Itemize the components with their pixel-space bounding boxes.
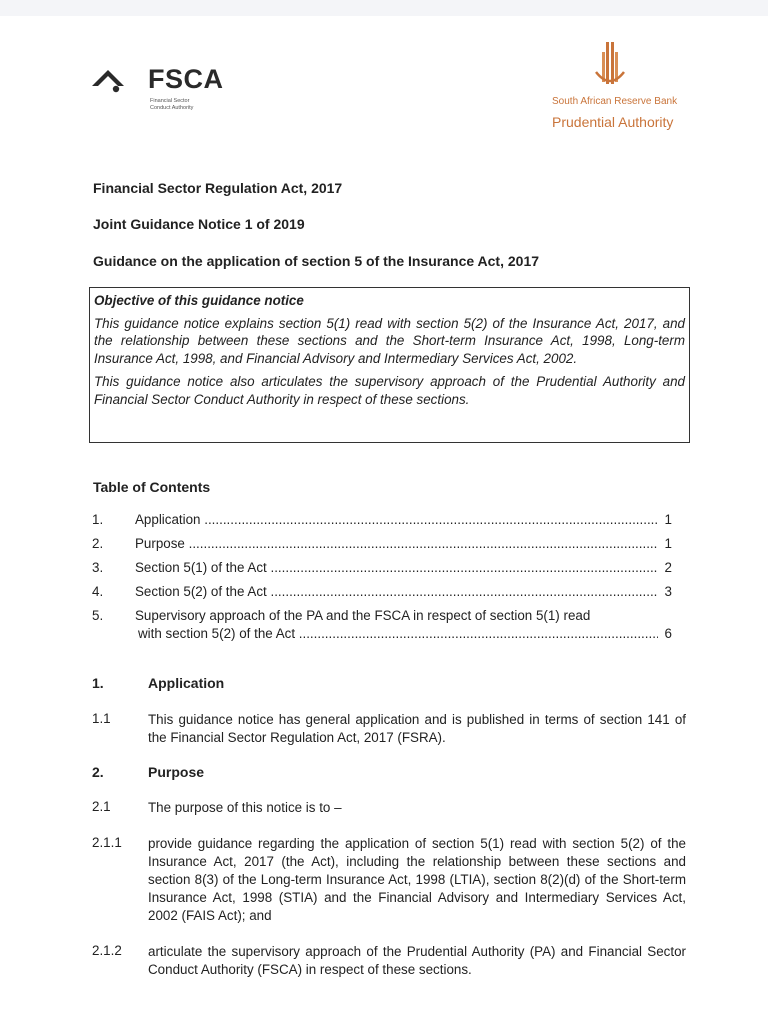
toc-item[interactable]: 4. Section 5(2) of the Act ..... 3 [92, 580, 672, 604]
section-1-title: Application [148, 675, 225, 691]
toc-page-number: 1 [663, 508, 672, 532]
prudential-authority-name: Prudential Authority [552, 114, 674, 130]
objective-paragraph-2: This guidance notice also articulates the supervisory approach of the Prudential Authority and Financial Sector Conduct Authority in respect of these sections. [94, 374, 685, 407]
section-1-number: 1. [92, 675, 104, 691]
toc-page-number: 2 [663, 556, 672, 580]
reserve-bank-name: South African Reserve Bank [552, 96, 678, 107]
toc-item[interactable]: 2. Purpose ..... 1 [92, 532, 672, 556]
toc-item[interactable]: 5. Supervisory approach of the PA and the FSCA in respect of section 5(1) read with section 5(2) of the Act ..... 6 [92, 604, 672, 646]
reserve-bank-emblem-icon [592, 38, 628, 96]
objective-title: Objective of this guidance notice [94, 293, 304, 308]
section-2-title: Purpose [148, 764, 205, 780]
paragraph-2-1-1-text: provide guidance regarding the application of section 5(1) read with section 5(2) of the Insurance Act, 2017 (the Act), including the relationship between these sections and section 8(3) of the Long-term Insurance Act, 1998 (LTIA), section 8(2)(d) of the Short-term Insurance Act, 1998 (STIA) and the Financial Advisory and Intermediary Services Act, 2002 (FAIS Act); and [148, 836, 686, 923]
paragraph-2-1-1-number: 2.1.1 [92, 835, 122, 850]
paragraph-2-1-2-text: articulate the supervisory approach of the Prudential Authority (PA) and Financial Sector Conduct Authority (FSCA) in respect of these sections. [148, 944, 686, 977]
fsca-subtitle: Financial Sector Conduct Authority [150, 98, 194, 111]
toc-page-number: 3 [663, 580, 672, 604]
objective-paragraph-1: This guidance notice explains section 5(1) read with section 5(2) of the Insurance Act, 2017, and the relationship between these sections and the Short-term Insurance Act, 1998, Long-term Insurance Act, 1998, and Financial Advisory and Intermediary Services Act, 2002. [94, 315, 685, 366]
toc-item[interactable]: 1. Application ..... 1 [92, 508, 672, 532]
paragraph-2-1-text: The purpose of this notice is to – [148, 800, 342, 815]
fsca-logo [92, 62, 232, 122]
prudential-authority-logo [548, 38, 688, 138]
guidance-title: Guidance on the application of section 5 of the Insurance Act, 2017 [93, 253, 540, 269]
paragraph-2-1-2-number: 2.1.2 [92, 943, 122, 958]
toc-page-number: 6 [663, 622, 672, 646]
notice-title: Joint Guidance Notice 1 of 2019 [93, 216, 305, 232]
toc-item-label: Section 5(2) of the Act ..... [135, 580, 658, 604]
toc-item[interactable]: 3. Section 5(1) of the Act ..... 2 [92, 556, 672, 580]
paragraph-1-1-number: 1.1 [92, 711, 111, 726]
fsca-chevron-icon [92, 64, 144, 94]
toc-item-label: Application ..... [135, 508, 658, 532]
page-top-strip [0, 0, 768, 16]
toc-item-label: Section 5(1) of the Act ..... [135, 556, 658, 580]
toc-item-label-continued: with section 5(2) of the Act ..... [138, 622, 658, 646]
act-title: Financial Sector Regulation Act, 2017 [93, 180, 343, 196]
fsca-wordmark: FSCA [148, 64, 224, 94]
paragraph-1-1-text: This guidance notice has general application and is published in terms of section 141 of the Financial Sector Regulation Act, 2017 (FSRA). [148, 712, 686, 745]
toc-title: Table of Contents [93, 479, 211, 495]
toc-page-number: 1 [663, 532, 672, 556]
paragraph-2-1-number: 2.1 [92, 799, 111, 814]
toc-item-label: Purpose ..... [135, 532, 658, 556]
section-2-number: 2. [92, 764, 104, 780]
objective-box [89, 287, 690, 443]
toc-item-label: Supervisory approach of the PA and the FSCA in respect of section 5(1) read [135, 608, 591, 623]
table-of-contents [92, 508, 672, 646]
